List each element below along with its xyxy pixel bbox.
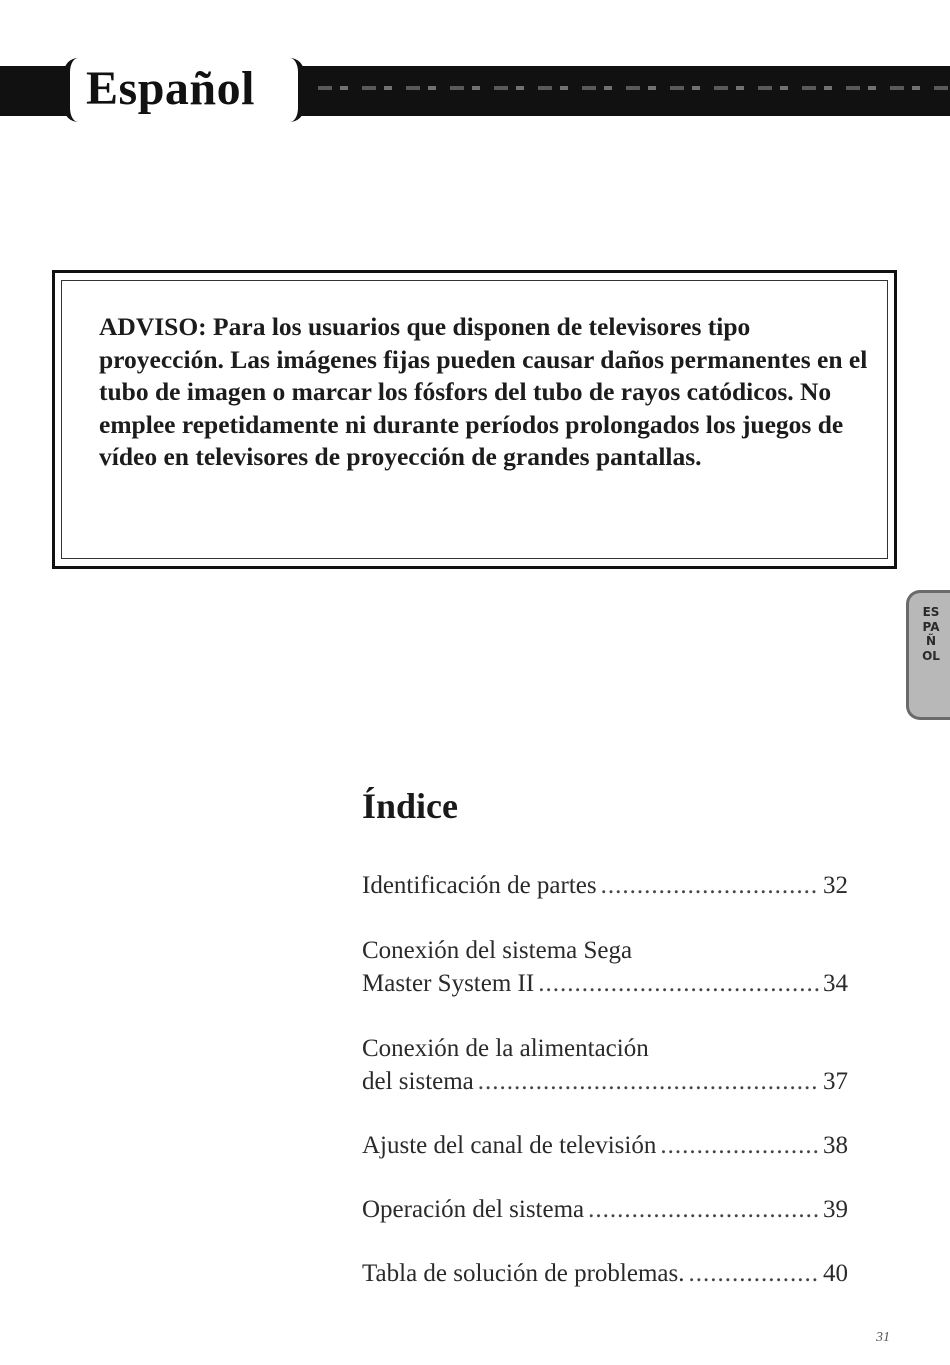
- page-title: Español: [86, 62, 255, 115]
- toc-leader-dots: [660, 1129, 819, 1162]
- index-title: Índice: [362, 786, 459, 826]
- toc-leader-dots: [601, 869, 819, 902]
- toc-leader-dots: [478, 1065, 819, 1098]
- toc-page-number: 40: [823, 1260, 848, 1287]
- toc-entry-ajuste-canal: [362, 1129, 848, 1162]
- toc-entry-conexion-alimentacion: [362, 1032, 848, 1098]
- toc-entry-label: Tabla de solución de problemas.: [362, 1260, 685, 1287]
- toc-entry-tabla-solucion: [362, 1257, 848, 1290]
- header-decorative-stripe: [318, 86, 948, 90]
- toc-entry-label: del sistema: [362, 1068, 474, 1095]
- toc-entry-label: Ajuste del canal de televisión: [362, 1132, 657, 1159]
- toc-page-number: 38: [823, 1132, 848, 1159]
- toc-entry-label: Master System II: [362, 970, 535, 997]
- page-number: 31: [876, 1330, 890, 1345]
- language-side-tab: [906, 590, 950, 720]
- warning-text: ADVISO: Para los usuarios que disponen de televisores tipo proyección. Las imágenes fijas pueden causar daños permanentes en el tubo de imagen o marcar los fósfors del tubo de rayos catódicos. No emplee repetidamente ni durante períodos prolongados los juegos de vídeo en televisores de proyección de grandes pantallas.: [99, 312, 868, 472]
- toc-page-number: 39: [823, 1196, 848, 1223]
- toc-entry-label-line1: Conexión del sistema Sega: [362, 937, 633, 964]
- toc-entry-label-line1: Conexión de la alimentación: [362, 1035, 649, 1062]
- language-side-tab-label: ESPAÑOL: [922, 605, 940, 663]
- toc-page-number: 32: [823, 872, 848, 899]
- toc-leader-dots: [538, 967, 819, 1000]
- toc-page-number: 37: [823, 1068, 848, 1095]
- toc-entry-label: Operación del sistema: [362, 1196, 585, 1223]
- toc-entry-label: Identificación de partes: [362, 872, 597, 899]
- toc-page-number: 34: [823, 970, 848, 997]
- toc-entry-operacion: [362, 1193, 848, 1226]
- toc-entry-conexion-sistema: [362, 934, 848, 1000]
- toc-leader-dots: [588, 1193, 819, 1226]
- toc-entry-identificacion: [362, 869, 848, 902]
- toc-leader-dots: [688, 1257, 819, 1290]
